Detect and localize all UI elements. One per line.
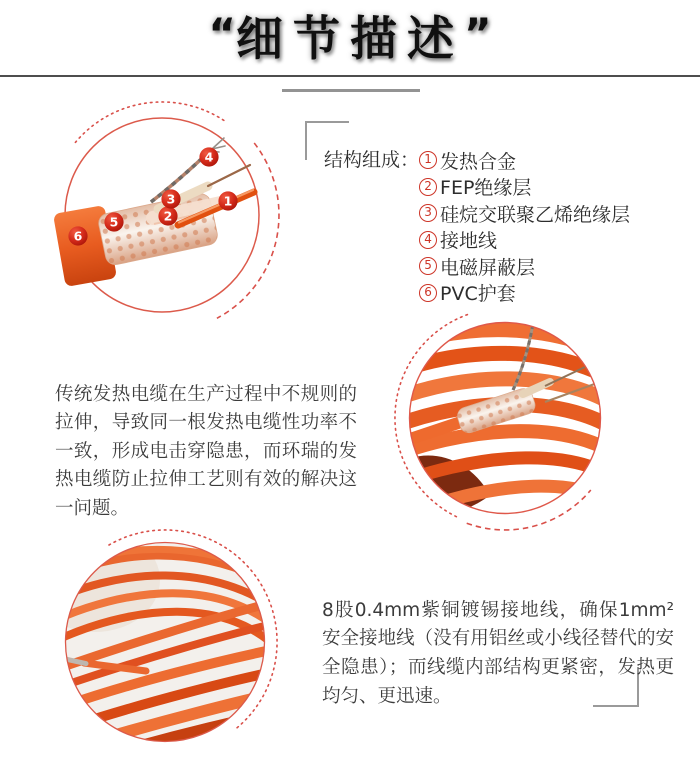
composition-item xyxy=(419,174,630,201)
badge-1 xyxy=(218,191,237,210)
structure-composition-section xyxy=(324,147,630,306)
badge-6-number: 6 xyxy=(73,228,83,244)
badge-5 xyxy=(104,212,123,231)
cable-cross-section-figure xyxy=(35,105,285,333)
composition-list xyxy=(419,147,630,306)
composition-item-text: 接地线 xyxy=(440,230,498,253)
composition-item xyxy=(419,200,630,227)
badge-6 xyxy=(68,226,87,245)
badge-1-number: 1 xyxy=(223,193,233,209)
badge-4-number: 4 xyxy=(204,149,214,165)
badge-4 xyxy=(199,147,218,166)
coiled-cable-figure xyxy=(395,310,625,536)
circled-number: 5 xyxy=(419,257,437,275)
coiled-cable-photo xyxy=(367,309,635,536)
circled-number: 2 xyxy=(419,178,437,196)
badge-2 xyxy=(158,206,177,225)
circled-number: 1 xyxy=(419,151,437,169)
full-width-divider xyxy=(0,75,700,77)
composition-item xyxy=(419,227,630,254)
open-quote-mark: “ xyxy=(208,9,236,58)
badge-2-number: 2 xyxy=(163,208,173,224)
wire-coil-photo xyxy=(30,528,292,759)
circled-number: 6 xyxy=(419,284,437,302)
page-title xyxy=(0,2,700,69)
title-underline xyxy=(282,89,420,92)
anti-stretch-paragraph: 传统发热电缆在生产过程中不规则的拉伸，导致同一根发热电缆性功率不一致，形成电击穿隐患，而环瑞的发热电缆防止拉伸工艺则有效的解决这一问题。 xyxy=(55,383,357,519)
composition-item-text: 硅烷交联聚乙烯绝缘层 xyxy=(440,203,631,226)
close-quote-mark: ” xyxy=(464,9,492,58)
badge-5-number: 5 xyxy=(109,214,119,230)
badge-3 xyxy=(161,189,180,208)
composition-item xyxy=(419,147,630,174)
composition-item xyxy=(419,253,630,280)
composition-item-text: 电磁屏蔽层 xyxy=(440,256,536,279)
circled-number: 3 xyxy=(419,204,437,222)
ground-wire-paragraph: 8股0.4mm紫铜镀锡接地线，确保1mm²安全接地线（没有用铝丝或小线径替代的安全隐患）；而线缆内部结构更紧密，发热更均匀、更迅速。 xyxy=(322,599,674,707)
composition-item xyxy=(419,280,630,307)
ground-wire-coil-figure xyxy=(50,535,285,757)
composition-item-text: FEP绝缘层 xyxy=(440,177,532,200)
composition-label: 结构组成： xyxy=(324,149,420,171)
composition-item-text: PVC护套 xyxy=(440,283,516,306)
composition-item-text: 发热合金 xyxy=(440,150,517,173)
page-title-text: 细节描述 xyxy=(236,12,464,67)
badge-3-number: 3 xyxy=(166,191,176,207)
circled-number: 4 xyxy=(419,231,437,249)
